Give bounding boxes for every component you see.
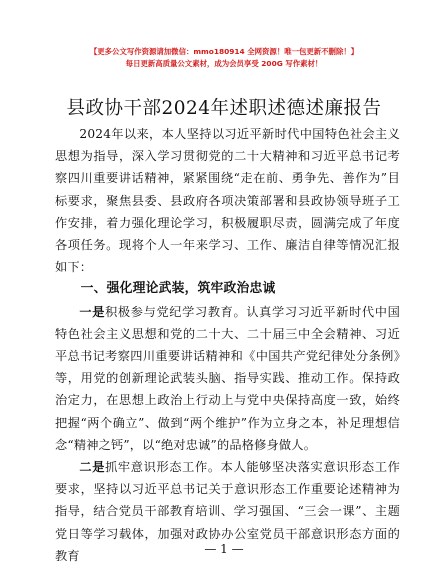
- paragraph-1-text: 积极参与党纪学习教育。认真学习习近平新时代中国特色社会主义思想和党的二十大、二十届三中全会精神、习近平总书记考察四川重要讲话精神和《中国共产党纪律处分条例》等，用党的创新理论武装头脑、指导实践、推动工作。保持政治定力，在思想上政治上行动上与党中央保持高度一致，始终把握“两个确立”、做到“两个维护”作为立身之本，补足理想信念“精神之钙”，以“绝对忠诚”的品格修身做人。: [55, 304, 400, 452]
- document-body: [55, 123, 400, 567]
- intro-paragraph: 2024年以来，本人坚持以习近平新时代中国特色社会主义思想为指导，深入学习贯彻党的二十大精神和习近平总书记考察四川重要讲话精神，紧紧围绕“走在前、勇争先、善作为”目标要求，聚焦县委、县政府各项决策部署和县政协领导班子工作安排，着力强化理论学习，积极履职尽责，圆满完成了年度各项任务。现将个人一年来学习、工作、廉洁自律等情况汇报如下：: [55, 127, 400, 275]
- paragraph-2-text: 抓牢意识形态工作。本人能够坚决落实意识形态工作要求，坚持以习近平总书记关于意识形态工作重要论述精神为指导，结合党员干部教育培训、学习强国、“三会一课”、主题党日等学习载体，加强对政协办公室党员干部意识形态方面的教育: [55, 460, 400, 563]
- paragraph-1-lead: 一是: [79, 304, 106, 319]
- document-title: 县政协干部2024年述职述德述廉报告: [66, 98, 382, 119]
- promo-banner-line-2: 每日更新高质量公文素材，成为会员享受 200G 写作素材！: [125, 59, 323, 68]
- page-number: — 1 —: [204, 542, 244, 556]
- promo-banner-line-1: 【更多公文写作资源请加微信：mmo180914 全网资源！唯一包更新不删除！】: [89, 47, 359, 56]
- paragraph-2-lead: 二是: [79, 460, 106, 475]
- paragraph-1: [55, 301, 400, 456]
- section-heading: 一、强化理论武装，筑牢政治忠诚: [80, 281, 276, 297]
